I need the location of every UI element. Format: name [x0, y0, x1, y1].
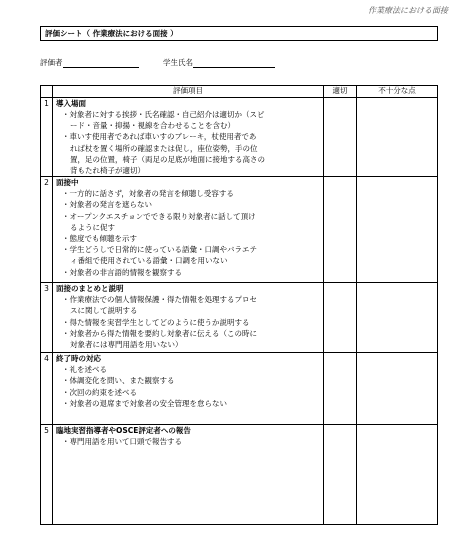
evaluation-item-cell	[53, 353, 324, 425]
row-number: 1	[41, 98, 53, 177]
evaluator-blank[interactable]	[63, 58, 139, 68]
criterion-line: ・次回の約束を述べる	[62, 387, 137, 397]
criterion-line: ・体調変化を問い、また観察する	[62, 376, 175, 386]
evaluation-item-cell	[53, 425, 324, 525]
section-title: 導入場面	[56, 99, 86, 108]
criterion-line: 背もたれ椅子が適切）	[70, 166, 145, 176]
criterion-line: ィ番組で使用されている語彙・口調を用いない	[70, 256, 228, 266]
table-row	[41, 425, 438, 525]
row-number: 4	[41, 353, 53, 425]
section-title: 面接のまとめと説明	[56, 284, 124, 294]
criterion-line: ・専門用語を用いて口頭で報告する	[62, 437, 182, 447]
criterion-line: 対象者には専門用語を用いない）	[70, 340, 183, 350]
criterion-line: 置，足の位置，椅子（両足の足底が地面に接地する高さの	[70, 154, 265, 164]
evaluator-label: 評価者	[40, 58, 63, 67]
student-field	[163, 57, 275, 68]
table-row	[41, 283, 438, 353]
criterion-line: ・学生どうしで日常的に使っている語彙・口調やバラエテ	[62, 245, 257, 255]
section-title: 終了時の対応	[56, 354, 101, 364]
evaluation-item-cell	[53, 177, 324, 283]
running-header: 作業療法における面接	[368, 6, 448, 15]
insufficient-notes-cell[interactable]	[357, 177, 438, 283]
criterion-line: ・対象者の退席まで対象者の安全管理を怠らない	[62, 398, 227, 408]
criterion-line: ・車いす使用者であれば車いすのブレーキ，杖使用者であ	[62, 132, 257, 142]
student-label: 学生氏名	[163, 58, 193, 67]
table-header-row	[41, 86, 438, 98]
appropriate-check-cell[interactable]	[324, 353, 357, 425]
evaluation-table	[40, 85, 438, 525]
criterion-line: ・一方的に話さず，対象者の発言を傾聴し受容する	[62, 189, 234, 199]
header-insufficient: 不十分な点	[357, 86, 438, 98]
appropriate-check-cell[interactable]	[324, 283, 357, 353]
criterion-line: れば杖を置く場所の確認または促し，座位姿勢，手の位	[70, 143, 258, 153]
criterion-line: ・態度でも傾聴を示す	[62, 234, 137, 244]
criterion-line: ード・音量・抑揚・視線を合わせることを含む）	[70, 121, 235, 131]
criterion-line: ・対象者の非言語的情報を観察する	[62, 267, 182, 277]
criterion-line: ・オープンクエスチョンでできる限り対象者に話して頂け	[62, 211, 256, 221]
evaluation-item-cell	[53, 283, 324, 353]
criterion-line: ・作業療法での個人情報保護・得た情報を処理するプロセ	[62, 295, 257, 305]
criterion-line: ・礼を述べる	[62, 365, 107, 375]
criterion-line: ・対象者に対する挨拶・氏名確認・自己紹介は適切か（スピ	[62, 110, 265, 119]
row-number: 2	[41, 177, 53, 283]
appropriate-check-cell[interactable]	[324, 98, 357, 177]
insufficient-notes-cell[interactable]	[357, 353, 438, 425]
appropriate-check-cell[interactable]	[324, 425, 357, 525]
header-no	[41, 86, 53, 98]
criterion-line: ・得た情報を実習学生としてどのように使うか説明する	[62, 317, 250, 327]
header-item: 評価項目	[53, 86, 324, 98]
insufficient-notes-cell[interactable]	[357, 98, 438, 177]
row-number: 5	[41, 425, 53, 525]
sheet-title: 評価シート（ 作業療法における面接 ）	[40, 26, 438, 41]
row-number: 3	[41, 283, 53, 353]
criterion-line: スに関して説明する	[70, 306, 138, 316]
criterion-line: ・対象者の発言を遮らない	[62, 200, 152, 210]
section-title: 臨地実習指導者やOSCE評定者への報告	[56, 426, 191, 436]
appropriate-check-cell[interactable]	[324, 177, 357, 283]
table-row	[41, 177, 438, 283]
criterion-line: ・対象者から得た情報を要約し対象者に伝える（この時に	[62, 328, 257, 338]
student-blank[interactable]	[193, 58, 275, 68]
evaluator-field	[40, 57, 139, 68]
header-appropriate: 適切	[324, 86, 357, 98]
insufficient-notes-cell[interactable]	[357, 283, 438, 353]
table-row	[41, 98, 438, 177]
section-title: 面接中	[56, 178, 79, 188]
criterion-line: るように促す	[70, 222, 115, 232]
insufficient-notes-cell[interactable]	[357, 425, 438, 525]
evaluation-item-cell	[53, 98, 324, 177]
table-row	[41, 353, 438, 425]
